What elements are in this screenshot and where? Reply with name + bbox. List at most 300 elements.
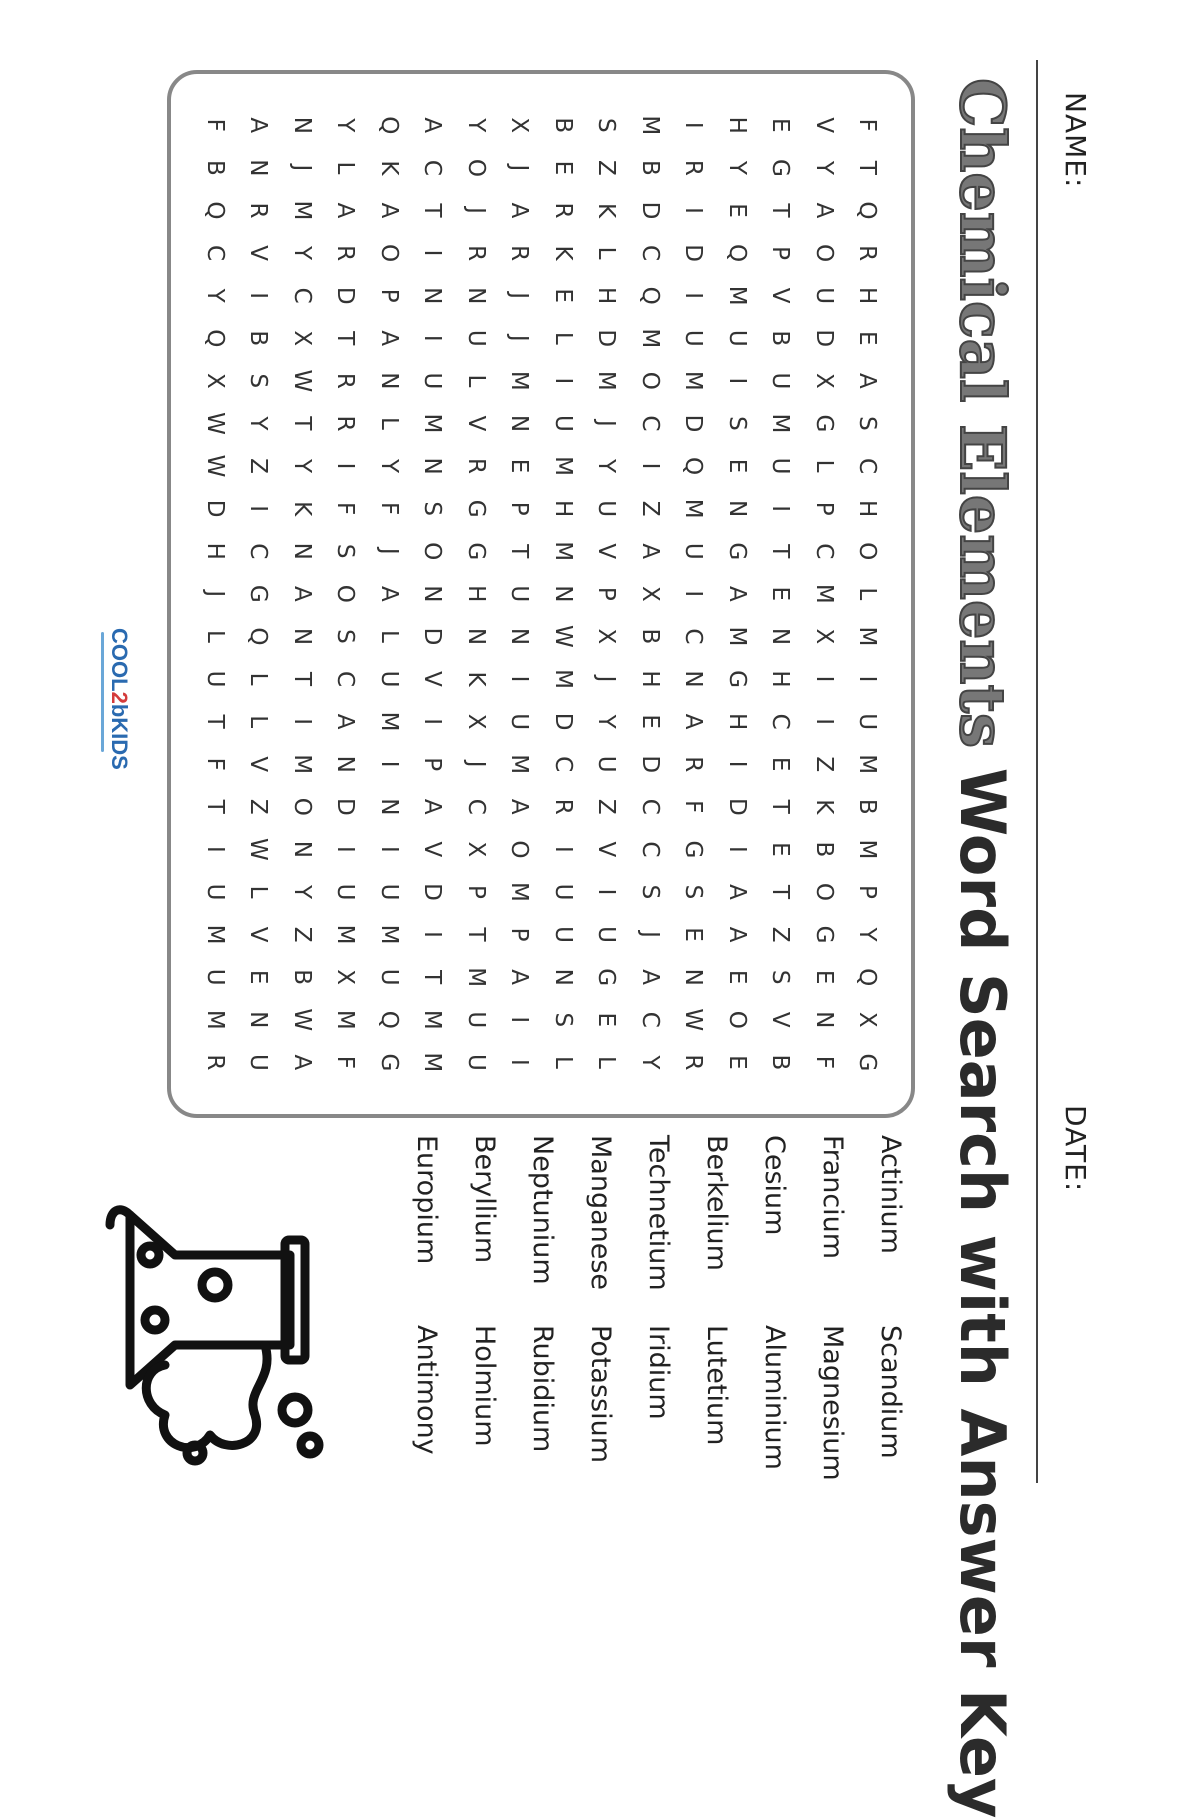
grid-cell: B	[854, 798, 881, 815]
grid-cell: X	[462, 713, 489, 730]
grid-cell: H	[723, 712, 750, 731]
grid-cell: C	[636, 1011, 663, 1028]
grid-cell: U	[462, 1053, 489, 1071]
grid-cell: J	[201, 590, 228, 598]
grid-cell: R	[201, 1054, 228, 1071]
grid-cell: G	[767, 158, 794, 177]
grid-cell: U	[375, 883, 402, 901]
grid-cell: A	[680, 713, 707, 730]
grid-cell: I	[419, 334, 446, 342]
grid-cell: Q	[375, 116, 402, 135]
grid-cell: U	[593, 500, 620, 518]
grid-cell: D	[680, 414, 707, 433]
grid-cell: P	[375, 288, 402, 303]
grid-cell: H	[549, 499, 576, 518]
grid-cell: R	[462, 458, 489, 475]
grid-cell: L	[549, 1055, 576, 1069]
grid-cell: T	[767, 799, 794, 814]
grid-cell: T	[462, 927, 489, 942]
grid-cell: Q	[854, 201, 881, 220]
grid-cell: C	[854, 458, 881, 475]
grid-cell: J	[288, 164, 315, 172]
grid-cell: U	[245, 1053, 272, 1071]
grid-cell: U	[419, 372, 446, 390]
grid-cell: Y	[288, 246, 315, 261]
grid-cell: I	[636, 462, 663, 470]
grid-cell: D	[723, 797, 750, 816]
grid-cell: V	[419, 841, 446, 858]
grid-cell: B	[767, 1054, 794, 1071]
grid-cell: A	[854, 372, 881, 389]
grid-cell: E	[767, 842, 794, 857]
grid-cell: O	[506, 840, 533, 859]
grid-cell: T	[201, 714, 228, 729]
grid-cell: G	[680, 840, 707, 859]
grid-cell: X	[810, 372, 837, 389]
grid-cell: Y	[288, 459, 315, 474]
grid-cell: P	[506, 501, 533, 516]
logo-text-3: bKIDS	[107, 703, 132, 770]
grid-cell: A	[636, 543, 663, 560]
grid-cell: Y	[462, 118, 489, 133]
grid-cell: W	[201, 412, 228, 435]
grid-cell: U	[854, 713, 881, 731]
grid-cell: I	[506, 675, 533, 683]
grid-cell: I	[332, 845, 359, 853]
grid-cell: B	[767, 330, 794, 347]
grid-cell: O	[462, 158, 489, 177]
grid-cell: S	[636, 884, 663, 900]
grid-cell: N	[419, 585, 446, 603]
grid-cell: J	[506, 292, 533, 300]
grid-cell: X	[636, 585, 663, 602]
grid-cell: I	[593, 888, 620, 896]
grid-cell: N	[549, 968, 576, 986]
grid-cell: I	[245, 292, 272, 300]
grid-cell: C	[810, 543, 837, 560]
grid-cell: M	[288, 200, 315, 221]
grid-cell: F	[201, 757, 228, 771]
grid-cell: Z	[245, 798, 272, 815]
grid-cell: W	[680, 1008, 707, 1032]
grid-cell: J	[375, 547, 402, 555]
grid-cell: R	[332, 372, 359, 389]
page-title	[942, 78, 1022, 1818]
grid-cell: A	[375, 330, 402, 347]
grid-cell: X	[288, 330, 315, 347]
grid-cell: V	[593, 543, 620, 560]
grid-cell: H	[723, 116, 750, 134]
grid-cell: L	[245, 715, 272, 729]
grid-cell: M	[332, 924, 359, 945]
grid-cell: L	[854, 587, 881, 601]
name-label: NAME:	[1059, 92, 1092, 189]
grid-cell: J	[462, 760, 489, 768]
grid-cell: G	[462, 499, 489, 518]
word-list-item: Europium	[411, 1135, 442, 1265]
grid-cell: I	[201, 845, 228, 853]
grid-cell: R	[332, 245, 359, 262]
grid-cell: W	[245, 838, 272, 861]
grid-cell: H	[462, 585, 489, 603]
grid-cell: X	[462, 841, 489, 858]
grid-cell: A	[288, 1054, 315, 1071]
grid-cell: I	[288, 718, 315, 725]
grid-cell: C	[419, 159, 446, 176]
header-divider	[1036, 60, 1038, 1483]
grid-cell: C	[462, 798, 489, 815]
grid-cell: N	[288, 627, 315, 646]
grid-cell: Z	[636, 500, 663, 517]
grid-cell: S	[332, 543, 359, 559]
grid-cell: I	[810, 675, 837, 683]
grid-cell: F	[854, 118, 881, 132]
grid-cell: A	[375, 585, 402, 602]
grid-cell: A	[723, 585, 750, 602]
grid-cell: I	[506, 1058, 533, 1066]
grid-cell: I	[723, 845, 750, 853]
grid-cell: H	[854, 287, 881, 305]
grid-cell: Q	[201, 329, 228, 348]
grid-cell: X	[854, 1011, 881, 1028]
grid-cell: C	[201, 245, 228, 262]
grid-cell: Z	[810, 756, 837, 773]
title-part-2: Word Search with Answer Key	[946, 767, 1019, 1818]
grid-cell: Z	[593, 160, 620, 176]
grid-cell: K	[549, 245, 576, 261]
grid-cell: H	[593, 287, 620, 305]
grid-cell: A	[636, 969, 663, 986]
grid-cell: G	[810, 925, 837, 944]
grid-cell: U	[201, 883, 228, 901]
logo-text-2: 2	[107, 691, 132, 704]
grid-cell: R	[680, 1054, 707, 1071]
grid-cell: M	[549, 456, 576, 476]
grid-cell: H	[636, 670, 663, 688]
grid-cell: E	[593, 1012, 620, 1028]
grid-cell: A	[288, 585, 315, 602]
grid-cell: L	[201, 630, 228, 643]
grid-cell: Q	[854, 968, 881, 987]
grid-cell: F	[201, 118, 228, 132]
grid-cell: N	[245, 1011, 272, 1029]
grid-cell: D	[419, 883, 446, 901]
grid-cell: M	[810, 583, 837, 604]
grid-cell: A	[723, 884, 750, 900]
grid-cell: M	[288, 754, 315, 775]
word-list-item: Rubidium	[527, 1325, 558, 1453]
grid-cell: B	[288, 969, 315, 986]
title-part-1: Chemical Elements	[946, 78, 1019, 749]
grid-cell: L	[549, 331, 576, 345]
brand-logo	[92, 628, 132, 768]
grid-cell: M	[636, 115, 663, 136]
grid-cell: F	[680, 800, 707, 814]
logo-underline	[101, 632, 104, 752]
grid-cell: U	[593, 755, 620, 773]
grid-cell: Z	[767, 926, 794, 943]
grid-cell: R	[245, 202, 272, 219]
grid-cell: Q	[375, 1010, 402, 1029]
grid-cell: J	[462, 207, 489, 214]
grid-cell: G	[723, 542, 750, 561]
grid-cell: M	[723, 626, 750, 647]
grid-cell: I	[245, 505, 272, 513]
grid-cell: J	[506, 334, 533, 342]
grid-cell: M	[680, 370, 707, 391]
grid-cell: O	[332, 584, 359, 603]
grid-cell: M	[854, 839, 881, 860]
grid-cell: O	[810, 882, 837, 902]
grid-cell: N	[723, 500, 750, 518]
grid-cell: G	[375, 1053, 402, 1072]
grid-cell: Y	[593, 714, 620, 729]
grid-cell: T	[767, 544, 794, 559]
grid-cell: Y	[201, 288, 228, 303]
grid-cell: U	[593, 926, 620, 943]
grid-cell: G	[723, 670, 750, 688]
grid-cell: L	[375, 417, 402, 430]
grid-cell: D	[810, 329, 837, 348]
grid-cell: Y	[593, 459, 620, 474]
grid-cell: U	[332, 883, 359, 901]
grid-cell: A	[332, 202, 359, 219]
grid-cell: U	[767, 372, 794, 390]
grid-cell: E	[549, 288, 576, 303]
grid-cell: N	[288, 542, 315, 560]
grid-cell: K	[375, 160, 402, 176]
word-list-item: Iridium	[643, 1325, 674, 1420]
grid-cell: D	[636, 201, 663, 220]
grid-cell: Z	[593, 798, 620, 815]
grid-cell: A	[375, 202, 402, 219]
grid-cell: U	[375, 670, 402, 688]
word-list-item: Aluminium	[759, 1325, 790, 1470]
word-list-item: Beryllium	[469, 1135, 500, 1264]
word-list-item: Potassium	[585, 1325, 616, 1464]
grid-cell: T	[767, 884, 794, 900]
grid-cell: N	[462, 287, 489, 305]
grid-cell: E	[767, 756, 794, 772]
grid-cell: D	[201, 499, 228, 518]
grid-cell: T	[201, 799, 228, 814]
grid-cell: I	[506, 1016, 533, 1024]
grid-cell: D	[549, 712, 576, 731]
grid-cell: C	[549, 756, 576, 773]
grid-cell: Q	[201, 201, 228, 220]
grid-cell: Z	[245, 458, 272, 474]
grid-cell: S	[549, 1012, 576, 1028]
grid-cell: M	[767, 413, 794, 434]
grid-cell: T	[419, 970, 446, 985]
grid-cell: I	[723, 760, 750, 768]
word-list-item: Francium	[817, 1135, 848, 1260]
grid-cell: N	[680, 968, 707, 986]
word-list-item: Manganese	[585, 1135, 616, 1291]
grid-cell: Q	[636, 286, 663, 305]
grid-cell: N	[767, 627, 794, 646]
grid-cell: R	[549, 202, 576, 219]
grid-cell: G	[854, 1053, 881, 1072]
grid-cell: A	[332, 713, 359, 730]
grid-cell: O	[419, 542, 446, 561]
logo-text-1: COOL	[107, 628, 132, 692]
grid-cell: V	[767, 287, 794, 304]
grid-cell: E	[723, 203, 750, 218]
grid-cell: B	[636, 160, 663, 176]
word-list-item: Actinium	[875, 1135, 906, 1254]
grid-cell: R	[506, 245, 533, 262]
grid-cell: Y	[375, 459, 402, 474]
grid-cell: S	[419, 501, 446, 516]
word-list-item: Cesium	[759, 1135, 790, 1236]
grid-cell: E	[723, 969, 750, 985]
grid-cell: C	[332, 670, 359, 688]
grid-cell: U	[767, 457, 794, 475]
grid-cell: J	[593, 420, 620, 427]
grid-cell: I	[723, 377, 750, 385]
grid-cell: I	[767, 505, 794, 513]
grid-cell: M	[723, 285, 750, 306]
grid-cell: R	[462, 245, 489, 262]
grid-cell: Y	[332, 118, 359, 133]
grid-cell: G	[245, 584, 272, 603]
grid-cell: B	[245, 330, 272, 347]
grid-cell: S	[593, 117, 620, 133]
grid-cell: M	[506, 754, 533, 775]
grid-cell: E	[810, 969, 837, 985]
grid-cell: I	[680, 207, 707, 214]
grid-cell: M	[201, 1009, 228, 1030]
grid-cell: X	[506, 117, 533, 134]
word-list-item: Berkelium	[701, 1135, 732, 1271]
grid-cell: T	[288, 416, 315, 431]
grid-cell: M	[636, 328, 663, 349]
grid-cell: E	[767, 118, 794, 133]
grid-cell: X	[810, 628, 837, 645]
grid-cell: M	[549, 669, 576, 689]
grid-cell: V	[245, 756, 272, 773]
grid-cell: R	[332, 415, 359, 432]
grid-cell: M	[506, 370, 533, 391]
grid-cell: U	[723, 329, 750, 347]
grid-cell: I	[419, 718, 446, 725]
grid-cell: P	[767, 246, 794, 261]
grid-cell: L	[810, 459, 837, 473]
grid-cell: M	[332, 1009, 359, 1030]
grid-cell: P	[593, 586, 620, 601]
chemistry-flask-icon	[105, 1185, 335, 1485]
grid-cell: T	[506, 544, 533, 559]
grid-cell: U	[201, 968, 228, 986]
grid-cell: R	[549, 798, 576, 815]
grid-cell: V	[245, 245, 272, 261]
grid-cell: N	[288, 840, 315, 858]
grid-cell: U	[462, 329, 489, 347]
grid-cell: C	[767, 713, 794, 730]
date-label: DATE:	[1059, 1105, 1092, 1193]
grid-cell: A	[506, 202, 533, 219]
grid-cell: H	[854, 499, 881, 518]
grid-cell: B	[636, 628, 663, 645]
grid-cell: A	[723, 926, 750, 943]
grid-cell: X	[332, 969, 359, 986]
grid-cell: N	[549, 585, 576, 603]
grid-cell: X	[201, 372, 228, 389]
grid-cell: O	[288, 797, 315, 816]
grid-cell: P	[810, 501, 837, 516]
grid-cell: D	[332, 286, 359, 305]
grid-cell: A	[419, 798, 446, 815]
grid-cell: F	[810, 1055, 837, 1069]
grid-cell: V	[593, 841, 620, 858]
grid-cell: I	[680, 292, 707, 300]
word-list-item: Magnesium	[817, 1325, 848, 1481]
grid-cell: Y	[288, 884, 315, 900]
grid-cell: C	[636, 245, 663, 262]
grid-cell: L	[462, 374, 489, 388]
grid-cell: N	[462, 627, 489, 646]
grid-cell: C	[636, 841, 663, 858]
grid-cell: Y	[854, 927, 881, 942]
grid-cell: W	[288, 369, 315, 393]
grid-cell: I	[375, 760, 402, 768]
grid-cell: N	[810, 1011, 837, 1029]
word-list-item: Holmium	[469, 1325, 500, 1447]
grid-cell: Y	[723, 160, 750, 175]
grid-cell: L	[593, 1055, 620, 1069]
grid-cell: H	[201, 542, 228, 560]
grid-cell: E	[549, 160, 576, 176]
grid-cell: G	[810, 414, 837, 433]
grid-cell: E	[723, 458, 750, 474]
grid-cell: R	[680, 159, 707, 176]
grid-cell: I	[549, 377, 576, 385]
grid-cell: U	[680, 329, 707, 347]
grid-cell: M	[593, 370, 620, 391]
grid-cell: Q	[723, 244, 750, 263]
grid-cell: S	[680, 884, 707, 900]
grid-cell: V	[767, 1011, 794, 1028]
grid-cell: N	[375, 798, 402, 816]
grid-cell: I	[332, 462, 359, 470]
grid-cell: M	[201, 924, 228, 945]
grid-cell: C	[636, 415, 663, 432]
grid-cell: J	[506, 164, 533, 172]
grid-cell: Y	[810, 160, 837, 175]
grid-cell: F	[332, 1055, 359, 1069]
grid-cell: D	[636, 755, 663, 774]
grid-cell: N	[419, 457, 446, 475]
grid-cell: M	[854, 754, 881, 775]
grid-cell: Q	[680, 456, 707, 476]
grid-cell: I	[375, 845, 402, 853]
grid-cell: V	[245, 926, 272, 943]
grid-cell: E	[680, 927, 707, 942]
grid-cell: U	[375, 968, 402, 986]
grid-cell: U	[506, 585, 533, 603]
grid-cell: Y	[245, 416, 272, 431]
grid-cell: A	[810, 202, 837, 219]
grid-cell: W	[288, 1008, 315, 1032]
grid-cell: I	[419, 931, 446, 938]
grid-cell: B	[810, 841, 837, 858]
grid-cell: L	[245, 672, 272, 686]
grid-cell: O	[854, 542, 881, 561]
grid-cell: X	[593, 628, 620, 645]
grid-cell: E	[767, 586, 794, 602]
grid-cell: P	[854, 885, 881, 899]
